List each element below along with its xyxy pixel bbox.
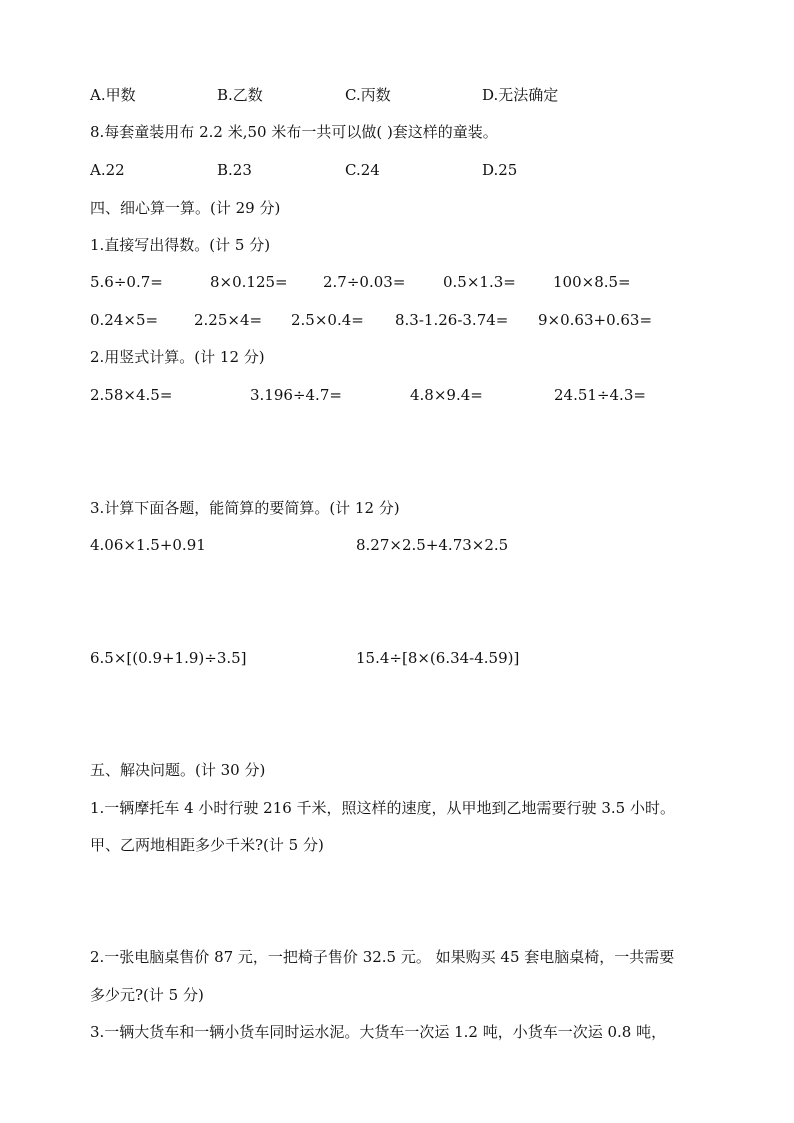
section5-q2-line2: 多少元?(计 5 分) (90, 986, 204, 1004)
section5-q2-line1: 2.一张电脑桌售价 87 元，一把椅子售价 32.5 元。 如果购买 45 套电脑桌椅，一共需要 (90, 948, 675, 966)
section5-q3-line1: 3.一辆大货车和一辆小货车同时运水泥。大货车一次运 1.2 吨，小货车一次运 0.8 吨， (90, 1023, 667, 1041)
simplify-item: 6.5×[(0.9+1.9)÷3.5] (90, 649, 247, 667)
mental-math-row-1 (0, 272, 794, 292)
mental-math-item: 8.3-1.26-3.74= (395, 311, 509, 329)
q7-options (0, 85, 794, 105)
q8-options (0, 160, 794, 180)
q7-option-a: A.甲数 (90, 86, 136, 104)
mental-math-item: 5.6÷0.7= (90, 273, 163, 291)
q8-option-d: D.25 (482, 161, 518, 179)
simplify-item: 8.27×2.5+4.73×2.5 (356, 536, 509, 554)
vertical-calc-item: 24.51÷4.3= (554, 386, 646, 404)
q7-option-c: C.丙数 (345, 86, 391, 104)
q8-option-c: C.24 (345, 161, 380, 179)
simplify-item: 4.06×1.5+0.91 (90, 536, 206, 554)
section4-part3-title: 3.计算下面各题，能简算的要简算。(计 12 分) (90, 499, 400, 517)
section4-part1-title: 1.直接写出得数。(计 5 分) (90, 236, 271, 254)
section4-title: 四、细心算一算。(计 29 分) (90, 199, 281, 217)
section5-q1-line2: 甲、乙两地相距多少千米?(计 5 分) (90, 836, 324, 854)
mental-math-item: 0.24×5= (90, 311, 159, 329)
simplify-row-1 (0, 535, 794, 555)
simplify-row-2 (0, 648, 794, 668)
mental-math-item: 2.5×0.4= (291, 311, 364, 329)
section4-part2-title: 2.用竖式计算。(计 12 分) (90, 348, 265, 366)
mental-math-item: 2.25×4= (194, 311, 263, 329)
mental-math-item: 8×0.125= (210, 273, 288, 291)
mental-math-item: 0.5×1.3= (443, 273, 516, 291)
q8-question: 8.每套童装用布 2.2 米,50 米布一共可以做( )套这样的童装。 (90, 123, 498, 141)
q7-option-d: D.无法确定 (482, 86, 559, 104)
vertical-calc-item: 4.8×9.4= (410, 386, 483, 404)
mental-math-item: 100×8.5= (553, 273, 631, 291)
simplify-item: 15.4÷[8×(6.34-4.59)] (356, 649, 520, 667)
q8-option-a: A.22 (90, 161, 125, 179)
vertical-calc-item: 2.58×4.5= (90, 386, 173, 404)
q7-option-b: B.乙数 (217, 86, 263, 104)
mental-math-item: 2.7÷0.03= (323, 273, 406, 291)
section5-title: 五、解决问题。(计 30 分) (90, 761, 266, 779)
mental-math-row-2 (0, 310, 794, 330)
mental-math-item: 9×0.63+0.63= (538, 311, 653, 329)
q8-option-b: B.23 (217, 161, 252, 179)
vertical-calc-item: 3.196÷4.7= (250, 386, 342, 404)
section5-q1-line1: 1.一辆摩托车 4 小时行驶 216 千米，照这样的速度，从甲地到乙地需要行驶 3.5 小时。 (90, 799, 675, 817)
vertical-calc-row (0, 385, 794, 405)
